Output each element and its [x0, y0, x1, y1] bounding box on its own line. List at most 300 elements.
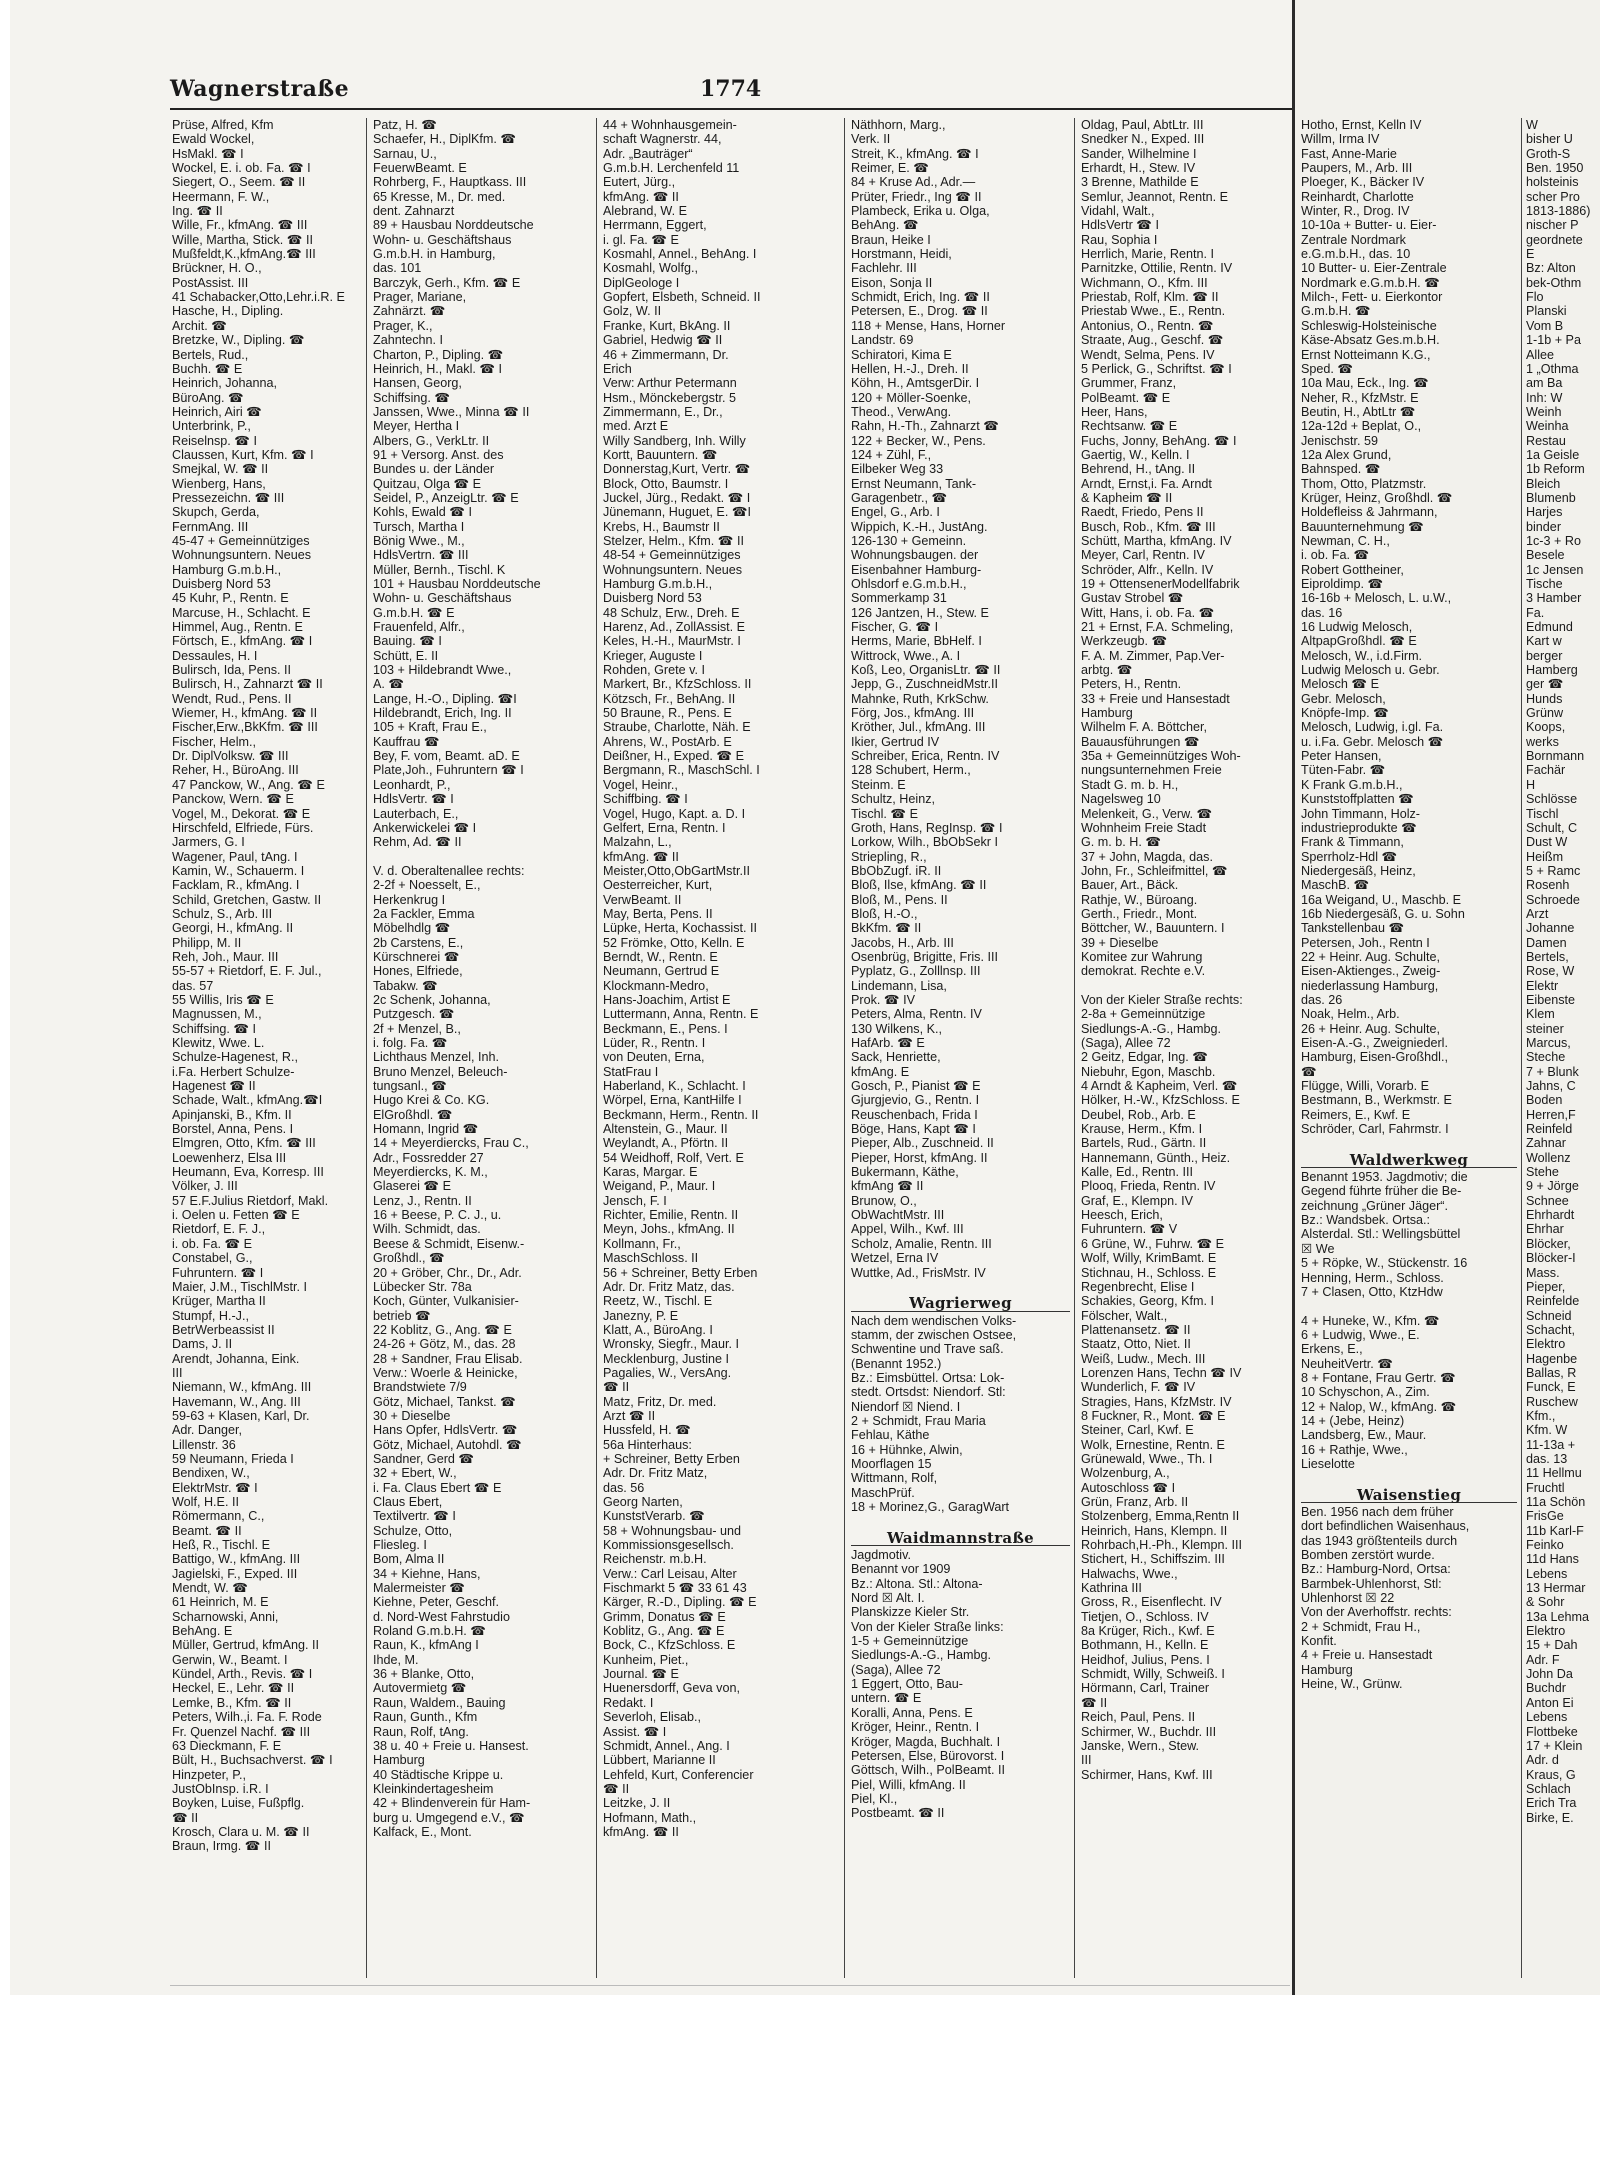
entry-line: Wille, Martha, Stick. ☎ II — [172, 232, 313, 247]
entry-line: Havemann, W., Ang. III — [172, 1394, 301, 1409]
entry-line: 44 + Wohnhausgemein- — [603, 118, 737, 132]
entry-line: Stumpf, H.-J., — [172, 1308, 249, 1323]
entry-line: Ernst Notteimann K.G., — [1301, 347, 1431, 362]
entry-line: Marcus, — [1526, 1036, 1571, 1050]
entry-line: Heinrich, Airi ☎ — [172, 404, 262, 419]
entry-line: G.m.b.H. ☎ E — [373, 605, 455, 620]
entry-line: Marcuse, H., Schlacht. E — [172, 605, 311, 620]
entry-line: 58 + Wohnungsbau- und — [603, 1523, 742, 1538]
entry-line: 47 Panckow, W., Ang. ☎ E — [172, 777, 325, 792]
entry-line: Albers, G., VerkLtr. II — [373, 433, 490, 448]
entry-line: Prager, Mariane, — [373, 290, 467, 305]
entry-line: Bz.: Eimsbüttel. Ortsa: Lok- — [851, 1370, 1005, 1385]
entry-line: Klockmann-Medro, — [603, 978, 709, 993]
entry-line: Bloß, Ilse, kfmAng. ☎ II — [851, 878, 987, 893]
entry-line: Alebrand, W. E — [603, 204, 687, 219]
entry-line: Quitzau, Olga ☎ E — [373, 476, 482, 491]
entry-line: Meister,Otto,ObGartMstr.II — [603, 863, 750, 878]
entry-line: 130 Wilkens, K., — [851, 1021, 942, 1036]
entry-line: Reichenstr. m.b.H. — [603, 1552, 707, 1567]
entry-line: Sped. ☎ — [1301, 361, 1354, 376]
entry-line: 36 + Blanke, Otto, — [373, 1667, 475, 1682]
entry-line: industrieprodukte ☎ — [1301, 820, 1417, 835]
entry-line: Deißner, H., Exped. ☎ E — [603, 749, 744, 764]
entry-line: Hamburg G.m.b.H., — [603, 577, 713, 591]
entry-line: ger ☎ — [1526, 677, 1564, 692]
entry-line: Wetzel, Erna IV — [851, 1251, 939, 1266]
entry-line: Eilbeker Weg 33 — [851, 462, 944, 477]
entry-line: Zentrale Nordmark — [1301, 232, 1406, 247]
entry-line: Kröger, Heinr., Rentn. I — [851, 1720, 980, 1735]
entry-line: Ikier, Gertrud IV — [851, 734, 940, 749]
entry-line: Gustav Strobel ☎ — [1081, 591, 1184, 606]
entry-line: Hirschfeld, Elfriede, Fürs. — [172, 820, 314, 835]
entry-line: Buchdr — [1526, 1681, 1566, 1696]
entry-line: 22 + Heinr. Aug. Schulte, — [1301, 949, 1440, 964]
entry-line: Bauausführungen ☎ — [1081, 734, 1200, 749]
entry-line: (Saga), Allee 72 — [851, 1662, 941, 1677]
entry-line: Lieselotte — [1301, 1456, 1355, 1471]
entry-line: Lübbert, Marianne II — [603, 1753, 716, 1768]
entry-line: III — [172, 1365, 183, 1380]
entry-line: e.G.m.b.H., das. 10 — [1301, 247, 1411, 262]
entry-line: Philipp, M. II — [172, 935, 242, 950]
entry-line: Harjes — [1526, 505, 1563, 520]
entry-line: 5 + Röpke, W., Stückenstr. 16 — [1301, 1256, 1468, 1271]
entry-line: Stadt G. m. b. H., — [1081, 777, 1179, 792]
entry-line: Krüger, Martha II — [172, 1294, 266, 1309]
entry-line: ☎ II — [172, 1810, 199, 1825]
entry-line: Hans Opfer, HdlsVertr. ☎ — [373, 1423, 518, 1438]
entry-line: Vogel, Heinr., — [603, 777, 678, 792]
entry-line: Rau, Sophia I — [1081, 232, 1158, 247]
entry-line: Niendorf ☒ Niend. I — [851, 1399, 961, 1414]
entry-line: Beckmann, Herm., Rentn. II — [603, 1107, 759, 1122]
entry-line: Eutert, Jürg., — [603, 175, 676, 190]
entry-line: Streit, K., kfmAng. ☎ I — [851, 146, 979, 161]
entry-line: Kosmahl, Wolfg., — [603, 261, 698, 276]
entry-line: Birke, E. — [1526, 1810, 1574, 1825]
entry-line: Rohden, Grete v. I — [603, 663, 705, 678]
entry-line: Verw: Arthur Petermann — [603, 376, 737, 391]
entry-line: Niemann, W., kfmAng. III — [172, 1380, 312, 1395]
entry-line: das. 16 — [1301, 605, 1343, 620]
column-3 — [596, 118, 840, 1978]
entry-line: Pieper, Alb., Zuschneid. II — [851, 1136, 994, 1151]
entry-line: Wohnungsuntern. Neues — [603, 562, 743, 577]
entry-line: Bock, C., KfzSchloss. E — [603, 1638, 736, 1653]
entry-line: Juckel, Jürg., Redakt. ☎ I — [603, 490, 751, 505]
entry-line: Tietjen, O., Schloss. IV — [1081, 1609, 1209, 1624]
entry-line: 20 + Gröber, Chr., Dr., Adr. — [373, 1265, 522, 1280]
entry-line: Schlösse — [1526, 792, 1578, 807]
entry-line: nischer P — [1526, 218, 1579, 233]
entry-line: Großhdl., ☎ — [373, 1251, 445, 1266]
entry-line: Zahntechn. I — [373, 333, 444, 348]
entry-line: Wohnungsuntern. Neues — [172, 548, 312, 563]
entry-line: Homann, Ingrid ☎ — [373, 1122, 479, 1137]
entry-line: Berndt, W., Rentn. E — [603, 949, 718, 964]
entry-line: Markert, Br., KfzSchloss. II — [603, 677, 752, 692]
entry-line: & Kapheim ☎ II — [1081, 490, 1173, 505]
entry-line: Wendt, Selma, Pens. IV — [1081, 347, 1215, 362]
entry-line: ☎ II — [603, 1781, 630, 1796]
entry-line: Garagenbetr., ☎ — [851, 490, 948, 505]
entry-line: ObWachtMstr. III — [851, 1208, 945, 1223]
entry-line: 1813-1886) — [1526, 204, 1591, 219]
entry-line: 126-130 + Gemeinn. — [851, 533, 967, 548]
spacer-line — [1301, 1136, 1517, 1150]
entry-line: d. Nord-West Fahrstudio — [373, 1609, 510, 1624]
entry-line: Glaserei ☎ E — [373, 1179, 451, 1194]
entry-line: Kfm., — [1526, 1408, 1556, 1423]
entry-line: Raun, Waldem., Bauing — [373, 1695, 506, 1710]
entry-line: Hugo Krei & Co. KG. — [373, 1093, 490, 1108]
entry-line: Wolzenburg, A., — [1081, 1466, 1170, 1481]
entry-line: Sarnau, U., — [373, 146, 437, 161]
entry-line: Fischer, G. ☎ I — [851, 620, 939, 635]
entry-line: Eiproldimp. ☎ — [1301, 577, 1384, 591]
entry-line: Ewald Wockel, — [172, 132, 255, 147]
entry-line: 5 Perlick, G., Schriftst. ☎ I — [1081, 361, 1232, 376]
entry-line: Jagdmotiv. — [851, 1548, 911, 1563]
entry-line: Claus Ebert, — [373, 1495, 443, 1509]
entry-line: Herrmann, Eggert, — [603, 218, 707, 233]
entry-line: Melosch, W., i.d.Firm. — [1301, 648, 1423, 663]
entry-line: Bauing. ☎ I — [373, 634, 442, 649]
entry-line: Bleich — [1526, 476, 1561, 491]
entry-line: Striepling, R., — [851, 849, 927, 864]
entry-line: Stolzenberg, Emma,Rentn II — [1081, 1509, 1240, 1524]
entry-line: Kunheim, Piet., — [603, 1652, 689, 1667]
entry-line: JustObInsp. i.R. I — [172, 1781, 269, 1796]
entry-line: 59 Neumann, Frieda I — [172, 1451, 294, 1466]
entry-line: Ernst Neumann, Tank- — [851, 476, 977, 491]
entry-line: Bergmann, R., MaschSchl. I — [603, 763, 760, 778]
entry-line: Fachlehr. III — [851, 261, 917, 276]
street-title: Wagnerstraße — [170, 76, 350, 102]
entry-line: Hamburg — [1081, 706, 1133, 721]
entry-line: Himmel, Aug., Rentn. E — [172, 620, 303, 635]
entry-line: Plooq, Frieda, Rentn. IV — [1081, 1179, 1216, 1194]
entry-line: Putzgesch. ☎ — [373, 1007, 455, 1022]
entry-line: 41 Schabacker,Otto,Lehr.i.R. E — [172, 290, 345, 305]
entry-line: Deubel, Rob., Arb. E — [1081, 1107, 1196, 1122]
entry-line: Erhardt, H., Stew. IV — [1081, 161, 1196, 176]
entry-line: Staatz, Otto, Niet. II — [1081, 1337, 1191, 1352]
entry-line: nungsunternehmen Freie — [1081, 763, 1222, 778]
entry-line: Malzahn, L., — [603, 835, 672, 850]
entry-line: Priestab, Rolf, Klm. ☎ II — [1081, 290, 1219, 305]
entry-line: PolBeamt. ☎ E — [1081, 390, 1171, 405]
entry-line: stamm, der zwischen Ostsee, — [851, 1327, 1017, 1342]
entry-line: Erkens, E., — [1301, 1342, 1363, 1357]
entry-line: Schlach — [1526, 1781, 1571, 1796]
entry-line: Bz.: Hamburg-Nord, Ortsa: — [1301, 1562, 1451, 1577]
entry-line: Janezny, P. E — [603, 1308, 679, 1323]
entry-line: Hörmann, Carl, Trainer — [1081, 1681, 1210, 1696]
entry-line: Schiffsing. ☎ — [373, 390, 451, 405]
entry-line: Wohnheim Freie Stadt — [1081, 820, 1207, 835]
entry-line: Bloß, M., Pens. II — [851, 892, 948, 907]
entry-line: Luttermann, Anna, Rentn. E — [603, 1007, 759, 1022]
entry-line: Autoschloss ☎ I — [1081, 1480, 1176, 1495]
entry-line: Claussen, Kurt, Kfm. ☎ I — [172, 447, 314, 462]
entry-line: Von der Kieler Straße rechts: — [1081, 992, 1243, 1007]
entry-line: Lüpke, Herta, Kochassist. II — [603, 921, 757, 936]
entry-line: 63 Dieckmann, F. E — [172, 1738, 282, 1753]
entry-line: 28 + Sandner, Frau Elisab. — [373, 1351, 523, 1366]
entry-line: 16 Ludwig Melosch, — [1301, 620, 1413, 635]
entry-line: Beckmann, E., Pens. I — [603, 1021, 728, 1036]
entry-line: Pieper, Horst, kfmAng. II — [851, 1150, 988, 1165]
entry-line: 11b Karl-F — [1526, 1523, 1584, 1538]
entry-line: Schulz, S., Arb. III — [172, 906, 273, 921]
entry-line: Konfit. — [1301, 1634, 1337, 1649]
entry-line: Wagener, Paul, tAng. I — [172, 849, 298, 864]
entry-line: Hellen, H.-J., Dreh. II — [851, 361, 969, 376]
entry-line: 16 + Rathje, Wwe., — [1301, 1442, 1408, 1457]
entry-line: Prok. ☎ IV — [851, 992, 915, 1007]
entry-line: Janske, Wern., Stew. — [1081, 1738, 1200, 1753]
entry-line: Snedker N., Exped. III — [1081, 132, 1205, 147]
entry-line: BehAng. ☎ — [851, 218, 919, 233]
entry-line: 24-26 + Götz, M., das. 28 — [373, 1337, 516, 1352]
entry-line: Nord ☒ Alt. I. — [851, 1591, 925, 1606]
entry-line: 16 + Hühnke, Alwin, — [851, 1442, 963, 1457]
entry-line: Patz, H. ☎ — [373, 118, 437, 132]
entry-line: bek-Othm — [1526, 275, 1582, 290]
entry-line: G. m. b. H. ☎ — [1081, 835, 1162, 850]
entry-line: Krause, Herm., Kfm. I — [1081, 1122, 1203, 1137]
entry-line: Bothmann, H., Kelln. E — [1081, 1638, 1209, 1653]
entry-line: Kfm. W — [1526, 1423, 1568, 1438]
entry-line: Petersen, Else, Bürovorst. I — [851, 1748, 1005, 1763]
entry-line: Schult, C — [1526, 820, 1578, 835]
entry-line: Moorflagen 15 — [851, 1456, 932, 1471]
entry-line: Gebr. Melosch, — [1301, 691, 1386, 706]
entry-line: das. 26 — [1301, 992, 1343, 1007]
entry-line: 11d Hans — [1526, 1552, 1579, 1567]
entry-line: Scharnowski, Anni, — [172, 1609, 279, 1624]
entry-line: V. d. Oberaltenallee rechts: — [373, 863, 525, 878]
entry-line: Kollmann, Fr., — [603, 1236, 681, 1251]
entry-line: Reimer, E. ☎ — [851, 161, 929, 176]
entry-line: Bestmann, B., Werkmstr. E — [1301, 1093, 1452, 1108]
entry-line: 11-13a + — [1526, 1437, 1576, 1452]
entry-line: Steiner, Carl, Kwf. E — [1081, 1423, 1194, 1438]
entry-line: Brunow, O., — [851, 1193, 917, 1208]
entry-line: Beutin, H., AbtLtr ☎ — [1301, 404, 1416, 419]
entry-line: Heermann, F. W., — [172, 189, 270, 204]
spacer-line — [851, 1280, 1070, 1294]
entry-line: G.m.b.H. ☎ — [1301, 304, 1371, 319]
entry-line: Graf, E., Klempn. IV — [1081, 1193, 1193, 1208]
entry-line: Assist. ☎ I — [603, 1724, 667, 1739]
street-heading: Wagrierweg — [851, 1296, 1070, 1311]
entry-line: 2b Carstens, E., — [373, 935, 464, 950]
spacer-line — [1081, 979, 1292, 993]
entry-line: von Deuten, Erna, — [603, 1050, 705, 1065]
entry-line: Von der Kieler Straße links: — [851, 1619, 1004, 1634]
entry-line: Kärger, R.-D., Dipling. ☎ E — [603, 1595, 757, 1610]
entry-line: Weigand, P., Maur. I — [603, 1179, 716, 1194]
entry-line: Textilvertr. ☎ I — [373, 1509, 456, 1524]
entry-line: Wronsky, Siegfr., Maur. I — [603, 1337, 740, 1352]
entry-line: Tische — [1526, 577, 1563, 591]
entry-line: Facklam, R., kfmAng. I — [172, 878, 300, 893]
entry-line: Lillenstr. 36 — [172, 1437, 236, 1452]
entry-line: Schmidt, Willy, Schweiß. I — [1081, 1667, 1225, 1682]
entry-line: Herms, Marie, BbHelf. I — [851, 634, 982, 649]
entry-line: John, Fr., Schleifmittel, ☎ — [1081, 863, 1228, 878]
entry-line: 8 + Fontane, Frau Gertr. ☎ — [1301, 1370, 1456, 1385]
entry-line: Lorkow, Wilh., BbObSekr I — [851, 835, 998, 850]
entry-line: Rahn, H.-Th., Zahnarzt ☎ — [851, 419, 999, 434]
entry-line: Brückner, H. O., — [172, 261, 262, 276]
entry-line: Petersen, Joh., Rentn I — [1301, 935, 1430, 950]
entry-line: Weiß, Ludw., Mech. III — [1081, 1351, 1206, 1366]
entry-line: Kosmahl, Annel., BehAng. I — [603, 247, 757, 262]
entry-line: Halwachs, Wwe., — [1081, 1566, 1178, 1581]
entry-line: 124 + Zühl, F., — [851, 447, 932, 462]
entry-line: Weinh — [1526, 404, 1562, 419]
entry-line: Duisberg Nord 53 — [603, 591, 702, 606]
entry-line: Wilhelm F. A. Böttcher, — [1081, 720, 1207, 735]
entry-line: Wiemer, H., kfmAng. ☎ II — [172, 706, 318, 721]
entry-line: Erich Tra — [1526, 1796, 1577, 1811]
entry-line: (Saga), Allee 72 — [1081, 1036, 1171, 1050]
entry-line: A. ☎ — [373, 677, 405, 692]
entry-line: Schreiber, Erica, Rentn. IV — [851, 749, 1000, 764]
entry-line: i. ob. Fa. ☎ — [1301, 548, 1370, 563]
entry-line: betrieb ☎ — [373, 1308, 431, 1323]
entry-line: 2-2f + Noesselt, E., — [373, 878, 481, 893]
entry-line: Komitee zur Wahrung — [1081, 949, 1203, 964]
entry-line: Schiratori, Kima E — [851, 347, 952, 362]
entry-line: Wolf, H.E. II — [172, 1495, 239, 1509]
entry-line: BüroAng. ☎ — [172, 390, 244, 405]
entry-line: Verk. II — [851, 132, 891, 147]
entry-line: Stichert, H., Schiffszim. III — [1081, 1552, 1225, 1567]
entry-line: Georg Narten, — [603, 1495, 683, 1509]
entry-line: Behrend, H., tAng. II — [1081, 462, 1196, 477]
entry-line: Gaertig, W., Kelln. I — [1081, 447, 1190, 462]
entry-line: 2a Fackler, Emma — [373, 906, 475, 921]
entry-line: Schade, Walt., kfmAng.☎I — [172, 1093, 323, 1108]
entry-line: BehAng. E — [172, 1624, 233, 1639]
entry-line: Hones, Elfriede, — [373, 964, 463, 979]
entry-line: Gabriel, Hedwig ☎ II — [603, 333, 723, 348]
entry-line: Reher, H., BüroAng. III — [172, 763, 299, 778]
entry-line: Wichmann, O., Kfm. III — [1081, 275, 1208, 290]
entry-line: Schwentine und Trave saß. — [851, 1342, 1004, 1357]
entry-line: Witt, Hans, i. ob. Fa. ☎ — [1081, 605, 1215, 620]
entry-line: Bulirsch, Ida, Pens. II — [172, 663, 291, 678]
entry-line: Bauer, Art., Bäck. — [1081, 878, 1179, 893]
entry-line: Erich — [603, 361, 632, 376]
entry-line: Schultz, Heinz, — [851, 792, 935, 807]
entry-line: Leonhardt, P., — [373, 777, 451, 792]
entry-line: Schild, Gretchen, Gastw. II — [172, 892, 322, 907]
column-2 — [366, 118, 592, 1978]
entry-line: Sandner, Gerd ☎ — [373, 1451, 475, 1466]
entry-line: Scholz, Amalie, Rentn. III — [851, 1236, 992, 1251]
entry-line: 22 Koblitz, G., Ang. ☎ E — [373, 1322, 512, 1337]
entry-line: BbObZugf. iR. II — [851, 863, 942, 878]
entry-line: Franke, Kurt, BkAng. II — [603, 318, 731, 333]
entry-line: Pyplatz, G., Zolllnsp. III — [851, 964, 981, 979]
entry-line: Zahnar — [1526, 1136, 1566, 1151]
facing-column-2 — [1521, 118, 1600, 1978]
entry-line: 7 + Clasen, Otto, KtzHdw — [1301, 1284, 1443, 1299]
entry-line: Bundes u. der Länder — [373, 462, 495, 477]
entry-line: 52 Frömke, Otto, Kelln. E — [603, 935, 745, 950]
entry-line: Hotho, Ernst, Kelln IV — [1301, 118, 1422, 132]
entry-line: burg u. Umgegend e.V., ☎ — [373, 1810, 525, 1825]
entry-line: Kunststoffplatten ☎ — [1301, 792, 1414, 807]
entry-line: Dr. DiplVolksw. ☎ III — [172, 749, 289, 764]
entry-line: binder — [1526, 519, 1562, 534]
entry-line: 10a Mau, Eck., Ing. ☎ — [1301, 376, 1429, 391]
entry-line: Götz, Michael, Autohdl. ☎ — [373, 1437, 522, 1452]
entry-line: Sperrholz-Hdl ☎ — [1301, 849, 1398, 864]
entry-line: 38 u. 40 + Freie u. Hansest. — [373, 1738, 529, 1753]
entry-line: Prüse, Alfred, Kfm — [172, 118, 274, 132]
entry-line: Rechtsanw. ☎ E — [1081, 419, 1178, 434]
entry-line: Willy Sandberg, Inh. Willy — [603, 433, 746, 448]
entry-line: Rehm, Ad. ☎ II — [373, 835, 462, 850]
entry-line: Bendixen, W., — [172, 1466, 250, 1481]
entry-line: i.Fa. Herbert Schulze- — [172, 1064, 295, 1079]
entry-line: Lorenzen Hans, Techn ☎ IV — [1081, 1365, 1242, 1380]
entry-line: Janssen, Wwe., Minna ☎ II — [373, 404, 530, 419]
entry-line: Schröder, Alfr., Kelln. IV — [1081, 562, 1214, 577]
entry-line: Kötzsch, Fr., BehAng. II — [603, 691, 736, 706]
entry-line: ☒ We — [1301, 1241, 1335, 1256]
entry-line: Sander, Wilhelmine I — [1081, 146, 1197, 161]
entry-line: Gegend führte früher die Be- — [1301, 1184, 1462, 1199]
entry-line: G.m.b.H. in Hamburg, — [373, 247, 496, 262]
entry-line: Unterbrink, P., — [172, 419, 251, 434]
entry-line: med. Arzt E — [603, 419, 669, 434]
entry-line: Hans-Joachim, Artist E — [603, 992, 731, 1007]
entry-line: Plambeck, Erika u. Olga, — [851, 204, 990, 219]
entry-line: Holdefleiss & Jahrmann, — [1301, 505, 1438, 520]
entry-line: Gerwin, W., Beamt. I — [172, 1652, 288, 1667]
entry-line: StatFrau I — [603, 1064, 659, 1079]
entry-line: Elmgren, Otto, Kfm. ☎ III — [172, 1136, 316, 1151]
entry-line: Frauenfeld, Alfr., — [373, 620, 465, 635]
entry-line: Adr. Dr. Fritz Matz, das. — [603, 1279, 735, 1294]
entry-line: Neumann, Gertrud E — [603, 964, 720, 979]
entry-line: Peters, H., Rentn. — [1081, 677, 1182, 692]
entry-line: Melosch, Ludwig, i.gl. Fa. — [1301, 720, 1444, 735]
entry-line: Bartels, Rud., Gärtn. II — [1081, 1136, 1207, 1151]
entry-line: Förg, Jos., kfmAng. III — [851, 706, 975, 721]
entry-line: Severloh, Elisab., — [603, 1710, 702, 1725]
entry-line: Block, Otto, Baumstr. I — [603, 476, 729, 491]
entry-line: Smejkal, W. ☎ II — [172, 462, 269, 477]
entry-line: 55-57 + Rietdorf, E. F. Jul., — [172, 964, 322, 979]
entry-line: Adr. d — [1526, 1753, 1559, 1768]
entry-line: Zimmermann, E., Dr., — [603, 404, 723, 419]
entry-line: Wippich, K.-H., JustAng. — [851, 519, 988, 534]
entry-line: Götz, Michael, Tankst. ☎ — [373, 1394, 516, 1409]
entry-line: Arndt, Ernst,i. Fa. Arndt — [1081, 476, 1212, 491]
entry-line: Journal. ☎ E — [603, 1667, 679, 1682]
entry-line: Wockel, E. i. ob. Fa. ☎ I — [172, 161, 311, 176]
